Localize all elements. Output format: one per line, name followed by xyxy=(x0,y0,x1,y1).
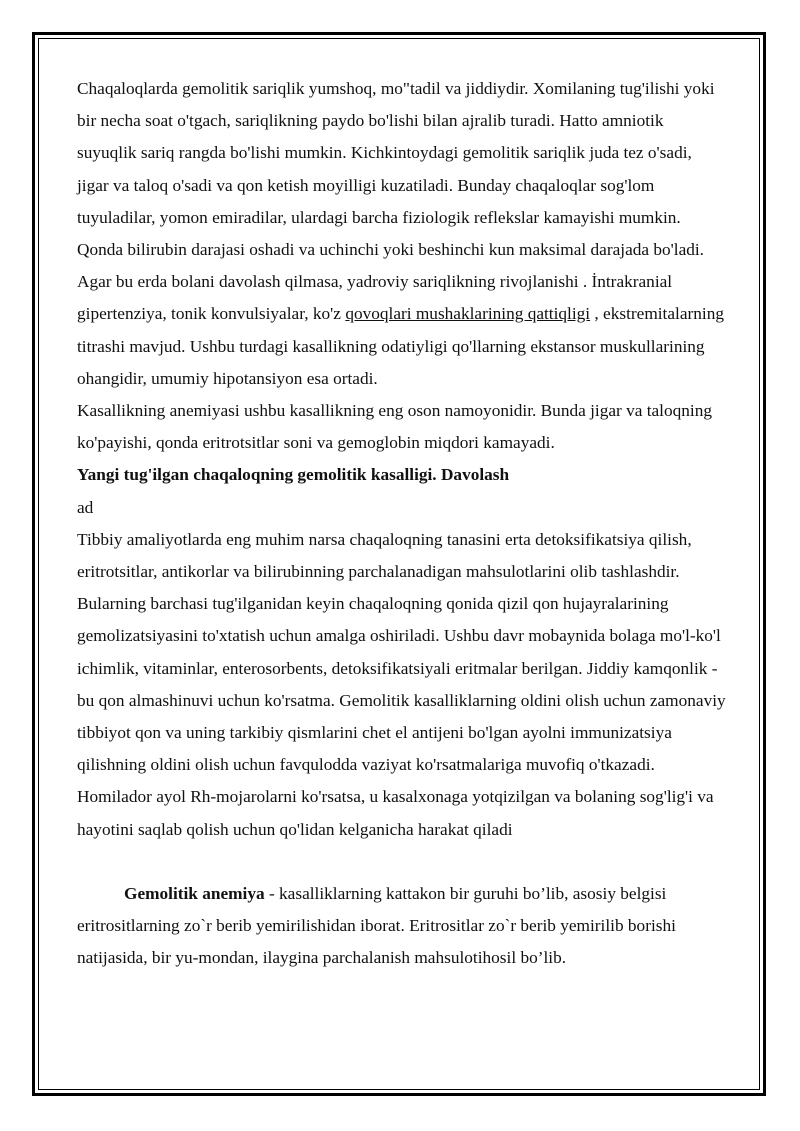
paragraph-hemolytic-anemia-text: - kasalliklarning kattakon bir guruhi bo’lib, asosiy belgisi eritrositlarning zo`r berib yemirilishidan iborat. Eritrositlar zo`r berib yemirilib borishi natijasida, bir yu-mondan, ilaygina parchalanish mahsulotihosil bo’lib. xyxy=(77,884,676,968)
document-body xyxy=(77,73,727,975)
term-hemolytic-anemia: Gemolitik anemiya xyxy=(124,884,265,904)
underlined-phrase: qovoqlari mushaklarining qattiqligi xyxy=(345,304,591,324)
paragraph-hemolytic-anemia xyxy=(77,878,727,975)
paragraph-symptoms-text-2: , ekstremitalarning titrashi mavjud. Ushbu turdagi kasallikning odatiyligi qo'llarning ekstansor muskullarining ohangidir, umumiy hipotansiyon esa ortadi. xyxy=(77,304,724,388)
paragraph-symptoms-text-1: Chaqaloqlarda gemolitik sariqlik yumshoq, mo"tadil va jiddiydir. Xomilaning tug'ilishi yoki bir necha soat o'tgach, sariqlikning paydo bo'lishi bilan ajralib turadi. Hatto amniotik suyuqlik sariq rangda bo'lishi mumkin. Kichkintoydagi gemolitik sariqlik juda tez o'sadi, jigar va taloq o'sadi va qon ketish moyilligi kuzatiladi. Bunday chaqaloqlar sog'lom tuyuladilar, yomon emiradilar, ulardagi barcha fiziologik reflekslar kamayishi mumkin. Qonda bilirubin darajasi oshadi va uchinchi yoki beshinchi kun maksimal darajada bo'ladi. Agar bu erda bolani davolash qilmasa, yadroviy sariqlikning rivojlanishi . İntrakranial gipertenziya, tonik konvulsiyalar, ko'z xyxy=(77,79,715,324)
stray-text-ad: ad xyxy=(77,497,94,517)
section-heading-treatment: Yangi tug'ilgan chaqaloqning gemolitik kasalligi. Davolash xyxy=(77,465,510,485)
paragraph-anemia-form: Kasallikning anemiyasi ushbu kasallikning eng oson namoyonidir. Bunda jigar va taloqning ko'payishi, qonda eritrotsitlar soni va gemoglobin miqdori kamayadi. xyxy=(77,401,712,453)
paragraph-symptoms xyxy=(77,73,727,395)
blank-line xyxy=(77,846,727,878)
paragraph-treatment: Tibbiy amaliyotlarda eng muhim narsa chaqaloqning tanasini erta detoksifikatsiya qilish, eritrotsitlar, antikorlar va bilirubinning parchalanadigan mahsulotlarini olib tashlashdir. Bularning barchasi tug'ilganidan keyin chaqaloqning qonida qizil qon hujayralarining gemolizatsiyasini to'xtatish uchun amalga oshiriladi. Ushbu davr mobaynida bolaga mo'l-ko'l ichimlik, vitaminlar, enterosorbents, detoksifikatsiyali eritmalar berilgan. Jiddiy kamqonlik - bu qon almashinuvi uchun ko'rsatma. Gemolitik kasalliklarning oldini olish uchun zamonaviy tibbiyot qon va uning tarkibiy qismlarini chet el antijeni bo'lgan ayolni immunizatsiya qilishning oldini olish uchun favqulodda vaziyat ko'rsatmalariga muvofiq o'tkazadi. Homilador ayol Rh-mojarolarni ko'rsatsa, u kasalxonaga yotqizilgan va bolaning sog'lig'i va hayotini saqlab qolish uchun qo'lidan kelganicha harakat qiladi xyxy=(77,529,726,839)
